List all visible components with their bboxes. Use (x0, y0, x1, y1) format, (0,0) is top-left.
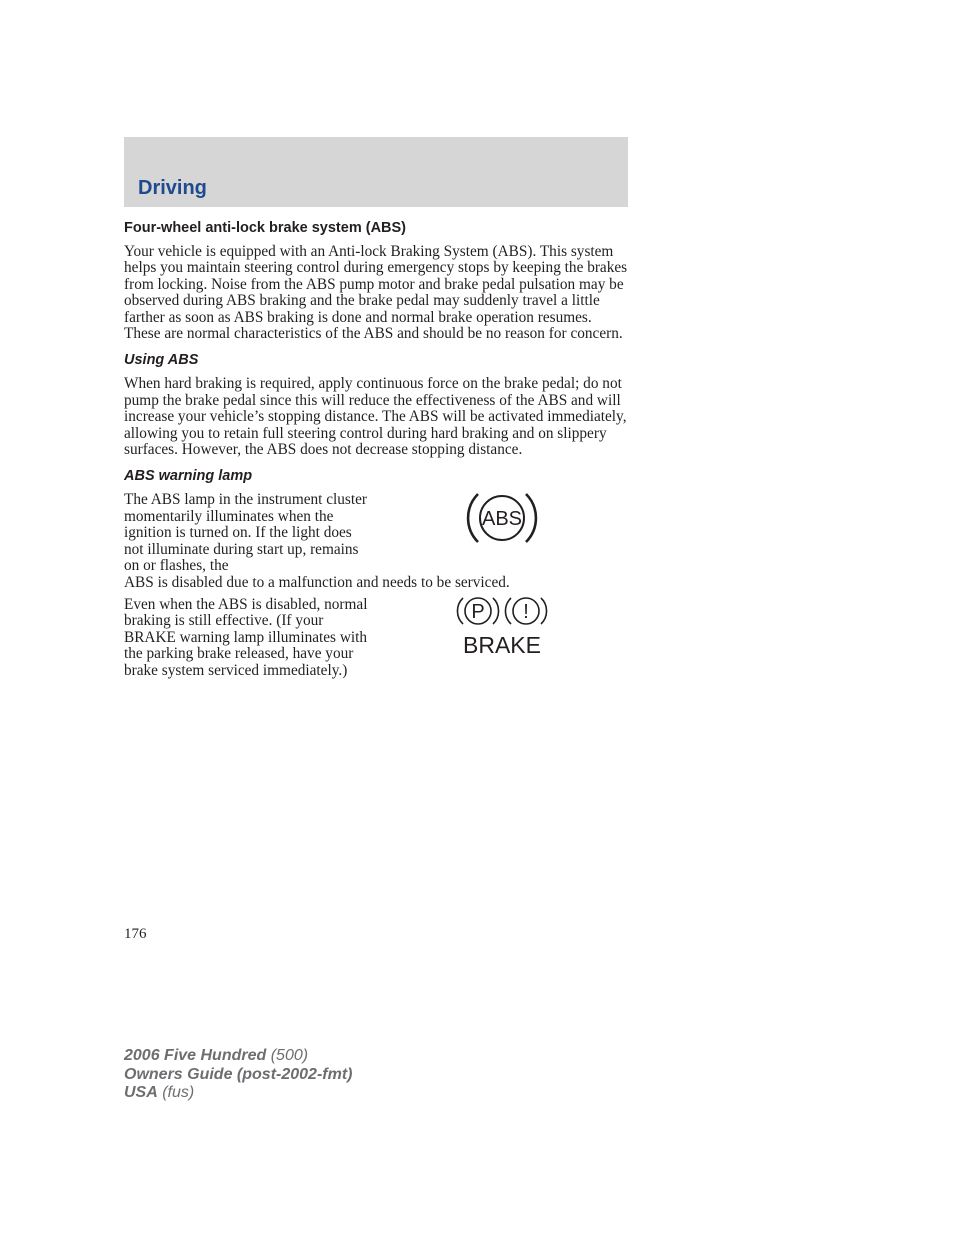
brake-warning-icon (454, 593, 550, 659)
abs-heading: Four-wheel anti-lock brake system (ABS) (124, 220, 407, 236)
footer-model: 2006 Five Hundred (124, 1047, 267, 1064)
footer-line-2 (124, 1066, 352, 1085)
warning-lamp-body2: Even when the ABS is disabled, normal braking is still effective. (If your BRAKE warning lamp illuminates with the parking brake released, have your brake system serviced immediately.) (124, 595, 368, 679)
footer (124, 1047, 352, 1103)
footer-market-code: (fus) (157, 1084, 195, 1101)
abs-icon-label: ABS (481, 508, 523, 531)
exclamation-icon (505, 598, 546, 624)
using-abs-body: When hard braking is required, apply continuous force on the brake pedal; do not pump the brake pedal since this will reduce the effectiveness of the ABS and will increase your vehicle’s stopping distance. The ABS will be activated immediately, allowing you to retain full steering control during hard braking and on slippery surfaces. However, the ABS does not decrease stopping distance. (124, 375, 627, 459)
page-content (124, 220, 630, 679)
warning-lamp-body-narrow: The ABS lamp in the instrument cluster momentarily illuminates when the ignition is turned on. If the light does not illuminate during start up, remains on or flashes, the (124, 491, 368, 575)
abs-lamp-block (124, 492, 630, 590)
brake-icon-label: BRAKE (463, 631, 541, 658)
abs-warning-icon (464, 486, 540, 550)
section-header-band (124, 137, 628, 207)
footer-line-3 (124, 1084, 352, 1103)
parking-brake-icon (457, 598, 498, 624)
p-icon-label: P (471, 600, 485, 623)
warning-lamp-body-wide: ABS is disabled due to a malfunction and needs to be serviced. (124, 573, 510, 591)
footer-model-code: (500) (266, 1047, 309, 1064)
using-abs-heading: Using ABS (124, 352, 199, 369)
footer-guide: Owners Guide (post-2002-fmt) (124, 1065, 353, 1083)
footer-line-1 (124, 1047, 352, 1066)
footer-market: USA (124, 1084, 158, 1101)
warning-lamp-heading: ABS warning lamp (124, 468, 253, 485)
section-title: Driving (138, 177, 207, 199)
abs-body: Your vehicle is equipped with an Anti-lock Braking System (ABS). This system helps you maintain steering control during emergency stops by keeping the brakes from locking. Noise from the ABS pump motor and brake pedal pulsation may be observed during ABS braking and the brake pedal may suddenly travel a little farther as soon as ABS braking is done and normal brake operation resumes. These are normal characteristics of the ABS and should be no reason for concern. (124, 243, 628, 343)
excl-icon-label: ! (523, 600, 529, 623)
brake-lamp-block (124, 597, 630, 679)
page-number: 176 (124, 926, 147, 942)
